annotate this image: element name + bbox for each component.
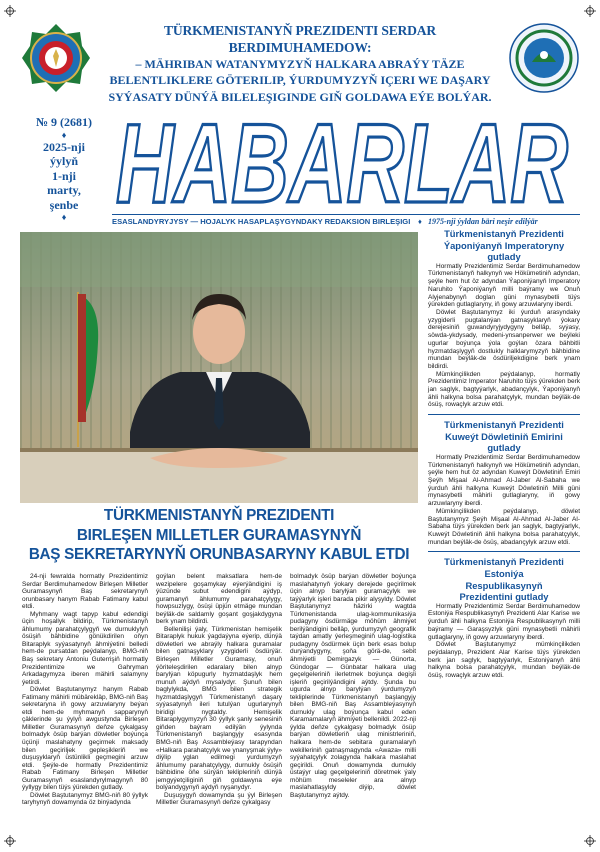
issue-date: şenbe: [49, 197, 79, 212]
main-headline: [20, 506, 418, 565]
side-article: [428, 556, 580, 679]
article-paragraph: Döwlet Baştutanymyz BMG-niň 80 ýyllyk taryhynyň dowamynda öz binýadynda: [22, 791, 148, 807]
side-article-title: Ýaponiýanyň Imperatoryny: [443, 239, 565, 251]
brand-name: HABARLAR: [116, 108, 569, 214]
article-paragraph: 24-nji fewralda hormatly Prezidentimiz Serdar Berdimuhamedow Birleşen Milletler Guramasynyň Baş sekretarynyň orunbasary hanym Rabab Fatimany kabul etdi.: [22, 573, 148, 611]
side-article-title: gutlady: [487, 442, 521, 454]
side-article-paragraph: Mümkinçilikden peýdalanyp, hormatly Prezidentimiz Imperator Naruhito tüýs ýürekden berk jan saglyk, bagtyýarlyk, abadançylyk, Ýaponiýanyň ähli halkyna bolsa parahatçylyk, mundan beýläk-de ösüş, rowaçlyk arzuw etdi.: [428, 370, 580, 409]
subtitle-bar: [112, 214, 580, 229]
side-article-paragraph: Hormatly Prezidentimiz Serdar Berdimuhamedow Türkmenistanyň halkynyň we Hökümetiniň adyndan, şeýle hem hut öz adyndan Kuweýt Döwletiniň Emiri Şeýh Mişaal Al-Ahmad Al-Jaber Al-Sabaha we ýurduň ähli halkyna Kuweýt Döwletiniň Milli güni mynasybetli mähirli gutlaglaryny, iň gowy arzuwlaryny iberdi.: [428, 453, 580, 508]
diamond-icon: ♦: [418, 217, 422, 226]
issue-date: 2025-nji: [43, 139, 85, 154]
side-article-title: gutlady: [487, 251, 521, 263]
article-paragraph: Myhmany wagt tapyp kabul edendigi üçin hoşallyk bildirip, Türkmenistanyň ählumumy parahatçylygyň we durnuklylyň ösüşiň bähbidine gönükdirilen oňyn Bitaraplyk syýasatynyň ähmiýetini belledi hem-de pursatdan peýdalanyp, BMG-niň Baş sekretary Antoniu Guterrişiň hormatly Prezidentimize we Gahryman Arkadagymyza iberen mähirli salamyny ýetirdi.: [22, 610, 148, 686]
side-article-title: Kuweýt Döwletiniň Emirini: [445, 430, 563, 442]
issue-info: [28, 115, 100, 222]
registration-mark-icon: [4, 4, 16, 16]
headline-line: BELENTLIKLERE GÖTERILIP, ÝURDUMYZYŇ IÇERI WE DAŞARY: [109, 73, 491, 88]
main-photo: [20, 232, 418, 503]
diamond-icon: ♦: [61, 129, 67, 140]
side-column: [428, 228, 580, 680]
registration-mark-icon: [4, 834, 16, 846]
headline-line: TÜRKMENISTANYŇ PREZIDENTI SERDAR BERDIMUHAMEDOW:: [163, 23, 437, 55]
year-emblem-icon: [508, 22, 580, 94]
since-line: 1975-nji ýyldan bäri neşir edilýär: [428, 217, 538, 226]
masthead: [20, 22, 580, 110]
headline-line: TÜRKMENISTANYŇ PREZIDENTI: [103, 507, 335, 524]
side-article-title: Türkmenistanyň Prezidenti: [444, 228, 564, 239]
side-article-paragraph: Mümkinçilikden peýdalanyp, döwlet Baştutanymyz Şeýh Mişaal Al-Ahmad Al-Jaber Al-Sabaha tüýs ýürekden berk jan saglyk, bagtyýarlyk, Kuweýt Döwletiniň ähli halkyna bolsa parahatçylyk, mundan beýläk-de ösüş, abadançylyk arzuw etdi.: [428, 507, 580, 546]
issue-date: ýylyň: [49, 154, 78, 168]
headline-line: BAŞ SEKRETARYNYŇ ORUNBASARYNY KABUL ETDI: [28, 546, 410, 564]
side-article-title: Türkmenistanyň Prezidenti: [444, 556, 564, 568]
headline-line: – MÄHRIBAN WATANYMYZYŇ HALKARA ABRAÝY TÄZE: [135, 57, 465, 71]
issue-date: marty,: [47, 183, 81, 197]
issue-number: № 9 (2681): [35, 115, 93, 129]
side-article-paragraph: Döwlet Baştutanymyz iki ýurduň arasyndaky yzygiderli pugtalanýan gatnaşyklaryň ýokary derejesiniň guwandyryjydygyny belläp, syýasy, söwda-ykdysady, medeni-ynsanperwer we beýleki ugurlar boýunça ýola goýlan özara bähbitli hyzmatdaşlygyň dostlukly halklarymyzyň bähbidine mundan beýläk-de ösdüriljekdigine berk ynam bildirdi.: [428, 309, 580, 370]
registration-mark-icon: [584, 4, 596, 16]
article-column: [290, 573, 416, 799]
divider: [428, 414, 580, 415]
side-article-title: Estoniýa: [484, 567, 524, 579]
side-article: [428, 228, 580, 409]
state-emblem-icon: [20, 22, 92, 94]
issue-date: 1-nji: [52, 168, 76, 183]
side-article-title: Respublikasynyň: [465, 579, 543, 591]
article-paragraph: Duşuşygyň dowamynda şu ýyl Birleşen Milletler Guramasynyň deňze çykalgasy: [156, 791, 282, 807]
side-article-title: Prezidentini gutlady: [459, 591, 549, 603]
article-paragraph: Bellenilişi ýaly, Türkmenistan hemişelik Bitaraplyk hukuk ýagdaýyna eýerip, dünýä döwletleri we abraýly halkara guramalar bilen gatnaşyklary yzygiderli ösdürýär. Birleşen Milletler Guramasy, onuň ýöriteleşdirilen edaralary bilen alnyp barylýan köpugurly hyzmatdaşlyk hem munuň aýdyň mysalydyr. Şunuň bilen baglylykda, BMG bilen strategik hyzmatdaşlygyň Türkmenistanyň daşary syýasatynyň ileri tutulýan ugurlarynyň biridigi nygtaldy. Hemişelik Bitaraplygymyzyň 30 ýyllyk şanly senesiniň giňden baýram edilýän ýylynda Türkmenistanyň başlangyjy esasynda BMG-niň Baş Assambleýasy tarapyndan «Halkara parahatçylyk we ynanyşmak ýyly» diýlip yglan edilmegi yurdumyzyň ählumumy parahatçylygy, durnukly ösüşiň bähbidine öňe sürýän teklipleriniň dünýä jemgyýetçiliginiň giň goldawyna eýe bolýandygynyň aýdyň nyşanydyr.: [156, 625, 282, 792]
founder-line: ESASLANDYRYJYSY — HOJALYK HASAPLAŞYGYNDAKY REDAKSION BIRLEŞIGI: [112, 217, 411, 226]
side-article-paragraph: Döwlet Baştutanymyz mümkinçilikden peýdalanyp, Prezident Alar Karise tüýs ýürekden berk jan saglyk, bagtyýarlyk, Estoniýanyň ähli halkyna bolsa parahatçylyk, mundan beýläk-de ösüş, rowaçlyk arzuw etdi.: [428, 641, 580, 680]
side-article-paragraph: Hormatly Prezidentimiz Serdar Berdimuhamedow Estoniýa Respublikasynyň Prezidenti Alar Karise we ýurduň ähli halkyna Estoniýa Respublikasynyň milli baýramy — Garaşsyzlyk güni mynasybetli mähirli gutlaglaryny, iň gowy arzuwlaryny iberdi.: [428, 602, 580, 641]
diamond-icon: ♦: [61, 212, 67, 222]
side-article-title: Türkmenistanyň Prezidenti: [444, 419, 564, 431]
article-column: [156, 573, 282, 807]
article-paragraph: goýlan belent maksatlara hem-de wezipelere goşamykay eýerýändigini iş ýüzünde subut edendigini aýdyp, guramanyň ählumumy parahatçylygy, howpsuzlygy, ösüşi üpjün etmäge mundan beýläk-de saldamly goşant goşjakdygyna berk ynam bildirdi.: [156, 573, 282, 626]
side-article: [428, 419, 580, 546]
masthead-headline: [98, 22, 502, 105]
article-paragraph: Döwlet Baştutanymyz hanym Rabab Fatimany mähirli mübärekläp, BMG-niň Baş sekretaryna iň gowy arzuwlaryny beýan etdi hem-de myhmanyň sapparynyň çäklerinde şu ýylyň awgustynda Birleşen Milletler Guramasynyň deňze çykalgasy bolmadyk ösüp barýan döwletler boýunça üçünji maslahatyny geçirmek maksady bilen geçiriljek gepleşikleriň we duşuşyklaryň üstünlikli geçmegini arzuw etdi. Şeýle-de hormatly Prezidentimiz Rabab Fatimany Birleşen Milletler Guramasynyň esaslandyrylmagynyň 80 ýyllygy bilen tüýs ýürekden gutlady.: [22, 686, 148, 792]
divider: [428, 551, 580, 552]
registration-mark-icon: [584, 834, 596, 846]
headline-line: SYÝASATY DÜNÝÄ BILELEŞIGINDE GIŇ GOLDAWA EÝE BOLÝAR.: [108, 89, 492, 104]
headline-line: BIRLEŞEN MILLETLER GURAMASYNYŇ: [76, 526, 362, 544]
article-paragraph: bolmadyk ösüp barýan döwletler boýunça maslahatynyň ýokary derejede geçirilmek üçin alnyp barylýan guramaçylyk we taýýarlyk işleri barada pikir alyşyldy. Döwlet Baştutanymyz häzirki wagtda Türkmenistanda ulag-kommunikasiýa pudagyny ösdürmäge möhüm ähmiýet berilýändigini belläp, ýurdumyzyň geografik taýdan amatly ýerleşmeginiň ulag-logistika pudagyny ösdürmek üçin berk esas bolup durýandygyny, şoňa görä-de, sebit ähmiýetli Demirgazyk — Günorta, Gündogar — Günbatar halkara ulag geçelgeleriniň ilerletmek boýunça degişli işleriň geçirilýändigini aýtdy. Şunda bu ugurda alnyp barylýan ýurdumyzyň tekliplerinde Türkmenistanyň başlangyjy bilen BMG-niň Baş Assambleýasynyň durnukly ulag boýunça kabul eden Karamamalaryň ähmiýeti bellenildi. 2022-nji ýylda deňze çykalgasy bolmadyk ösüp barýan döwletleriň ulag ministrleriniň, halkara hem-de sebitara guramalaryň wekilleriniň gatnaşmagynda «Awaza» milli syýahatçylyk zolagynda halkara maslahat geçirildi. Onuň dowamynda durnukly üstaýyr ulag geçelgeleriniň döretmek ýaly möhüm meseleler ara alnyp maslahatlaşyldy diýip, döwlet Baştutanymyz aýtdy.: [290, 573, 416, 799]
article-column: [22, 573, 148, 807]
newspaper-logo: [112, 108, 572, 214]
side-article-paragraph: Hormatly Prezidentimiz Serdar Berdimuhamedow Türkmenistanyň halkynyň we Hökümetiniň adyndan, şeýle hem hut öz adyndan Ýaponiýanyň Imperatory Naruhito Ýaponiýanyň milli baýramy we Onuň Alyjenabynyň doglan güni mynasybetli tüýs ýürekden gutlaglaryny, iň gowy arzuwlaryny iberdi.: [428, 262, 580, 309]
